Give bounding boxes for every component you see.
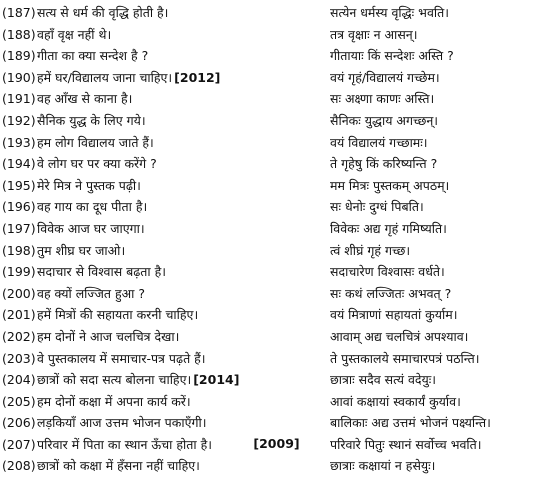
- sanskrit-translation: विवेकः अद्य गृहं गमिष्यति।: [330, 220, 447, 236]
- sanskrit-translation: बालिकाः अद्य उत्तमं भोजनं पक्ष्यन्ति।: [330, 415, 491, 431]
- sanskrit-translation: ते गृहेषु किं करिष्यन्ति ?: [330, 156, 438, 172]
- hindi-sentence: छात्रों को सदा सत्य बोलना चाहिए।: [37, 372, 192, 388]
- translation-row: [2, 45, 551, 67]
- year-tag: [2012]: [174, 69, 221, 85]
- item-number: (200): [2, 285, 36, 301]
- item-number: (205): [2, 393, 36, 409]
- item-number: (190): [2, 69, 36, 85]
- hindi-cell: [2, 304, 322, 326]
- item-number: (204): [2, 372, 36, 388]
- hindi-cell: [2, 455, 322, 477]
- sanskrit-translation: सः कथं लज्जितः अभवत् ?: [330, 285, 452, 301]
- hindi-cell: [2, 391, 322, 413]
- translation-row: [2, 175, 551, 197]
- translation-row: [2, 67, 551, 89]
- hindi-sentence: वह आँख से काना है।: [37, 91, 133, 107]
- item-number: (195): [2, 177, 36, 193]
- item-number: (189): [2, 48, 36, 64]
- hindi-cell: [2, 45, 322, 67]
- translation-row: [2, 218, 551, 240]
- hindi-sentence: वह क्यों लज्जित हुआ ?: [37, 285, 145, 301]
- translation-row: [2, 132, 551, 154]
- item-number: (207): [2, 436, 36, 452]
- hindi-cell: [2, 153, 322, 175]
- item-number: (187): [2, 5, 36, 20]
- hindi-cell: [2, 369, 322, 391]
- hindi-sentence: सैनिक युद्ध के लिए गये।: [37, 112, 146, 128]
- hindi-sentence: गीता का क्या सन्देश है ?: [37, 48, 149, 64]
- hindi-sentence: सदाचार से विश्वास बढ़ता है।: [37, 264, 167, 280]
- hindi-sentence: हम लोग विद्यालय जाते हैं।: [37, 134, 154, 150]
- translation-row: [2, 24, 551, 46]
- sanskrit-translation: सैनिकः युद्धाय अगच्छन्।: [330, 112, 439, 128]
- translation-row: [2, 391, 551, 413]
- translation-row: [2, 283, 551, 305]
- hindi-sentence: लड़कियाँ आज उत्तम भोजन पकाएँगी।: [37, 415, 207, 431]
- item-number: (208): [2, 458, 36, 474]
- translation-row: [2, 88, 551, 110]
- item-number: (199): [2, 264, 36, 280]
- hindi-cell: [2, 24, 322, 46]
- sanskrit-translation: मम मित्रः पुस्तकम् अपठम्।: [330, 177, 450, 193]
- item-number: (192): [2, 112, 36, 128]
- hindi-sentence: हमें घर/विद्यालय जाना चाहिए।: [37, 69, 173, 85]
- sanskrit-translation: छात्राः सदैव सत्यं वदेयुः।: [330, 372, 437, 388]
- hindi-cell: [2, 412, 322, 434]
- sanskrit-translation: परिवारे पितुः स्थानं सर्वोच्च भवति।: [330, 436, 482, 452]
- translation-row: [2, 369, 551, 391]
- sanskrit-translation: वयं विद्यालयं गच्छामः।: [330, 134, 428, 150]
- item-number: (194): [2, 156, 36, 172]
- sanskrit-translation: सत्येन धर्मस्य वृद्धिः भवति।: [330, 5, 449, 20]
- hindi-sentence: परिवार में पिता का स्थान ऊँचा होता है।: [37, 436, 212, 452]
- hindi-sentence: सत्य से धर्म की वृद्धि होती है।: [37, 5, 169, 20]
- year-tag-footer: [2009]: [253, 436, 300, 451]
- translation-row: [2, 412, 551, 434]
- sanskrit-translation: सदाचारेण विश्वासः वर्धते।: [330, 264, 445, 280]
- hindi-sentence: हम दोनों ने आज चलचित्र देखा।: [37, 328, 180, 344]
- translation-row: [2, 326, 551, 348]
- hindi-cell: [2, 2, 322, 24]
- hindi-sentence: वह गाय का दूध पीता है।: [37, 199, 148, 215]
- hindi-cell: [2, 326, 322, 348]
- sanskrit-translation: आवां कक्षायां स्वकार्यं कुर्याव।: [330, 393, 461, 409]
- hindi-cell: [2, 88, 322, 110]
- hindi-sentence: हमें मित्रों की सहायता करनी चाहिए।: [37, 307, 199, 323]
- item-number: (202): [2, 328, 36, 344]
- translation-row: [2, 2, 551, 24]
- hindi-sentence: छात्रों को कक्षा में हँसना नहीं चाहिए।: [37, 458, 200, 474]
- hindi-sentence: मेरे मित्र ने पुस्तक पढ़ी।: [37, 177, 141, 193]
- translation-row: [2, 153, 551, 175]
- sanskrit-translation: वयं मित्राणां सहायतां कुर्याम।: [330, 307, 458, 323]
- hindi-cell: [2, 218, 322, 240]
- sanskrit-translation: सः धेनोः दुग्धं पिबति।: [330, 199, 424, 215]
- item-number: (197): [2, 220, 36, 236]
- translation-row: [2, 348, 551, 370]
- hindi-sentence: वे पुस्तकालय में समाचार-पत्र पढ़ते हैं।: [37, 350, 206, 366]
- translation-list: [2, 2, 551, 477]
- sanskrit-translation: ते पुस्तकालये समाचारपत्रं पठन्ति।: [330, 350, 480, 366]
- hindi-cell: [2, 110, 322, 132]
- hindi-sentence: हम दोनों कक्षा में अपना कार्य करें।: [37, 393, 191, 409]
- hindi-cell: [2, 348, 322, 370]
- item-number: (196): [2, 199, 36, 215]
- sanskrit-translation: वयं गृहं/विद्यालयं गच्छेम।: [330, 69, 440, 85]
- item-number: (188): [2, 26, 36, 42]
- hindi-cell: [2, 175, 322, 197]
- item-number: (206): [2, 415, 36, 431]
- item-number: (201): [2, 307, 36, 323]
- year-tag: [2014]: [193, 372, 240, 388]
- item-number: (203): [2, 350, 36, 366]
- item-number: (191): [2, 91, 36, 107]
- sanskrit-translation: छात्राः कक्षायां न हसेयुः।: [330, 458, 436, 474]
- translation-row: [2, 110, 551, 132]
- hindi-cell: [2, 240, 322, 262]
- sanskrit-translation: सः अक्ष्णा काणः अस्ति।: [330, 91, 435, 107]
- translation-row: [2, 196, 551, 218]
- hindi-sentence: वे लोग घर पर क्या करेंगे ?: [37, 156, 157, 172]
- translation-row: [2, 455, 551, 477]
- sanskrit-translation: त्वं शीघ्रं गृहं गच्छ।: [330, 242, 411, 258]
- item-number: (193): [2, 134, 36, 150]
- translation-row: [2, 304, 551, 326]
- hindi-cell: [2, 67, 322, 89]
- sanskrit-translation: आवाम् अद्य चलचित्रं अपश्याव।: [330, 328, 469, 344]
- sanskrit-translation: तत्र वृक्षाः न आसन्।: [330, 26, 418, 42]
- hindi-cell: [2, 283, 322, 305]
- translation-row: [2, 240, 551, 262]
- hindi-sentence: तुम शीघ्र घर जाओ।: [37, 242, 126, 258]
- translation-row: [2, 261, 551, 283]
- hindi-cell: [2, 261, 322, 283]
- hindi-sentence: वहाँ वृक्ष नहीं थे।: [37, 26, 112, 42]
- hindi-cell: [2, 196, 322, 218]
- hindi-sentence: विवेक आज घर जाएगा।: [37, 220, 145, 236]
- sanskrit-translation: गीतायाः किं सन्देशः अस्ति ?: [330, 48, 454, 64]
- item-number: (198): [2, 242, 36, 258]
- hindi-cell: [2, 132, 322, 154]
